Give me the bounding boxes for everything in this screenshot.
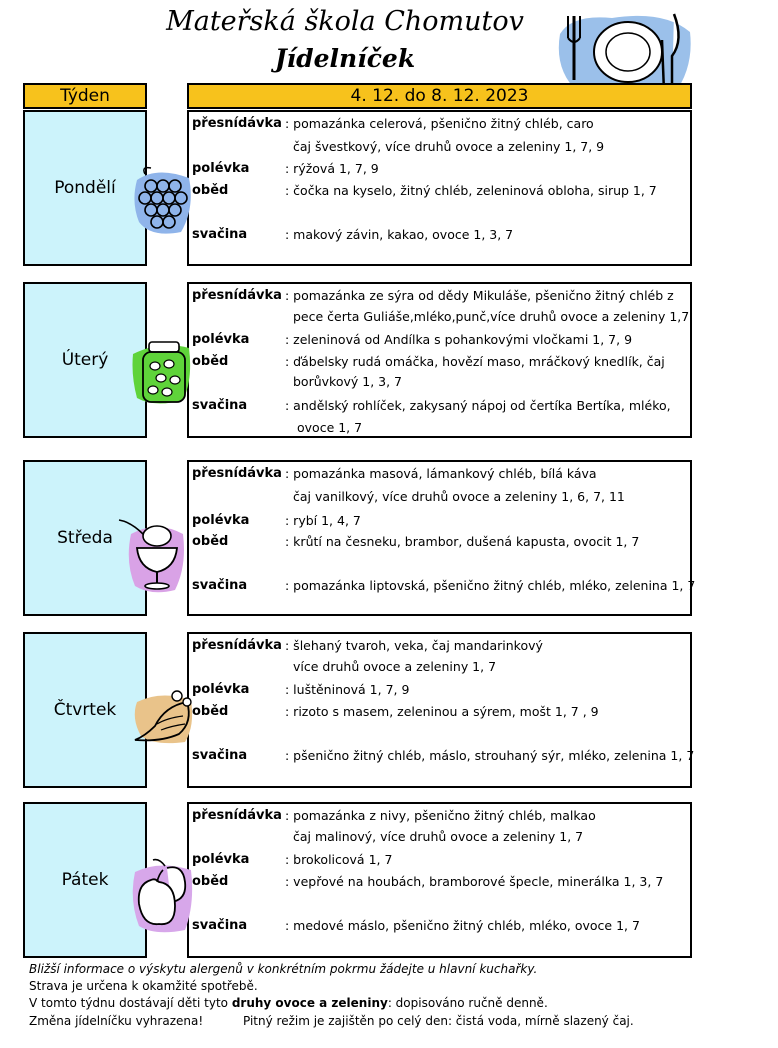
day-name: Čtvrtek [53,700,117,720]
meal-label-soup: polévka [192,161,250,176]
meal-label-lunch: oběd [192,874,229,889]
meal-label-snack-am: přesnídávka [192,638,282,653]
meal-text: : pomazánka liptovská, pšeničnо žitný chléb, mléko, zelenina 1, 7 [285,578,696,593]
menu-box-tuesday [187,282,692,438]
meal-label-snack-am: přesnídávka [192,288,282,303]
meal-text: : pomazánka celerová, pšeničnо žitný chléb, caro [285,116,594,131]
meal-text: : pšeničnо žitný chléb, máslo, strouhaný sýr, mléko, zelenina 1, 7 [285,748,695,763]
meal-text: ovoce 1, 7 [297,420,363,435]
day-name: Úterý [61,350,109,370]
meal-label-snack-am: přesnídávka [192,808,282,823]
meal-text: : pomazánka ze sýra od dědy Mikuláše, pšeničnо žitný chléb z [285,288,674,303]
page-title: Jídelníček [274,44,416,73]
meal-label-soup: polévka [192,332,250,347]
meal-text: : rizoto s masem, zeleninou a sýrem, mošt 1, 7 , 9 [285,704,599,719]
school-name: Mateřská škola Chomutov [166,6,524,37]
change-note: Změna jídelníčku vyhrazena! [29,1014,204,1028]
meal-label-snack-pm: svačina [192,748,248,763]
cornucopia-icon [131,688,195,746]
meal-label-soup: polévka [192,852,250,867]
allergen-note: Bližší informace o výskytu alergenů v konkrétním pokrmu žádejte u hlavní kuchařky. [29,962,538,976]
week-header: Týden [23,83,147,109]
day-name: Středa [57,528,113,548]
meal-text: : andělský rohlíček, zakysaný nápoj od čertíka Bertíka, mléko, [285,398,671,413]
day-name: Pondělí [54,178,116,198]
meal-text: více druhů ovoce a zeleniny 1, 7 [293,659,497,674]
meal-text: : čočka na kyselo, žitný chléb, zeleninová obloha, sirup 1, 7 [285,183,657,198]
date-range-header: 4. 12. do 8. 12. 2023 [187,83,692,109]
meal-label-snack-am: přesnídávka [192,466,282,481]
meal-label-snack-pm: svačina [192,578,248,593]
meal-text: : medové máslo, pšeničnо žitný chléb, mléko, ovoce 1, 7 [285,918,640,933]
drink-note: Pitný režim je zajištěn po celý den: čistá voda, mírně slazený čaj. [243,1014,634,1028]
fruit-note-prefix: V tomto týdnu dostávají děti tyto [29,996,232,1010]
fruit-note-suffix: : dopisováno ručně denně. [387,996,548,1010]
meal-text: čaj švestkový, více druhů ovoce a zeleniny 1, 7, 9 [293,139,605,154]
fruit-note-bold: druhy ovoce a zeleniny [231,996,388,1010]
meal-label-snack-pm: svačina [192,227,248,242]
meal-label-lunch: oběd [192,354,229,369]
meal-text: : pomazánka z nivy, pšeničnо žitný chléb, malkao [285,808,596,823]
menu-box-friday [187,802,692,958]
meal-text: : rybí 1, 4, 7 [285,513,361,528]
meal-label-snack-pm: svačina [192,398,248,413]
meal-label-soup: polévka [192,682,250,697]
meal-text: : ďábelsky rudá omáčka, hovězí maso, mráčkový knedlík, čaj [285,354,665,369]
apples-icon [129,856,195,936]
meal-text: : šlehaný tvaroh, veka, čaj mandarinkový [285,638,543,653]
menu-box-monday [187,110,692,266]
day-cell-monday [23,110,147,266]
meal-text: pece čerta Guliáše,mléko,punč,více druhů ovoce a zeleniny 1,7 [293,309,690,324]
meal-label-snack-pm: svačina [192,918,248,933]
dessert-glass-icon [117,514,189,594]
meal-label-lunch: oběd [192,704,229,719]
meal-text: : brokolicová 1, 7 [285,852,393,867]
meal-text: borůvkový 1, 3, 7 [293,374,403,389]
meal-text: : zeleninová od Andílka s pohankovými vločkami 1, 7, 9 [285,332,633,347]
meal-text: : makový závin, kakao, ovoce 1, 3, 7 [285,227,514,242]
meal-text: : luštěninová 1, 7, 9 [285,682,410,697]
meal-text: : rýžová 1, 7, 9 [285,161,379,176]
meal-text: : pomazánka masová, lámankový chléb, bílá káva [285,466,597,481]
meal-text: čaj malinový, více druhů ovoce a zeleniny 1, 7 [293,829,584,844]
meal-label-snack-am: přesnídávka [192,116,282,131]
menu-box-thursday [187,632,695,788]
menu-box-wednesday [187,460,696,616]
day-cell-thursday [23,632,147,788]
consumption-note: Strava je určena k okamžité spotřebě. [29,979,258,993]
day-cell-tuesday [23,282,147,438]
meal-label-lunch: oběd [192,183,229,198]
fruit-note [29,996,548,1010]
meal-text: čaj vanilkový, více druhů ovoce a zeleniny 1, 6, 7, 11 [293,489,625,504]
grapes-icon [131,164,195,236]
meal-text: : krůtí na česneku, brambor, dušená kapusta, ovocit 1, 7 [285,534,640,549]
meal-label-lunch: oběd [192,534,229,549]
meal-text: : vepřové na houbách, bramborové špecle, minerálka 1, 3, 7 [285,874,664,889]
day-name: Pátek [61,870,109,890]
meal-label-soup: polévka [192,513,250,528]
jar-icon [131,336,195,408]
